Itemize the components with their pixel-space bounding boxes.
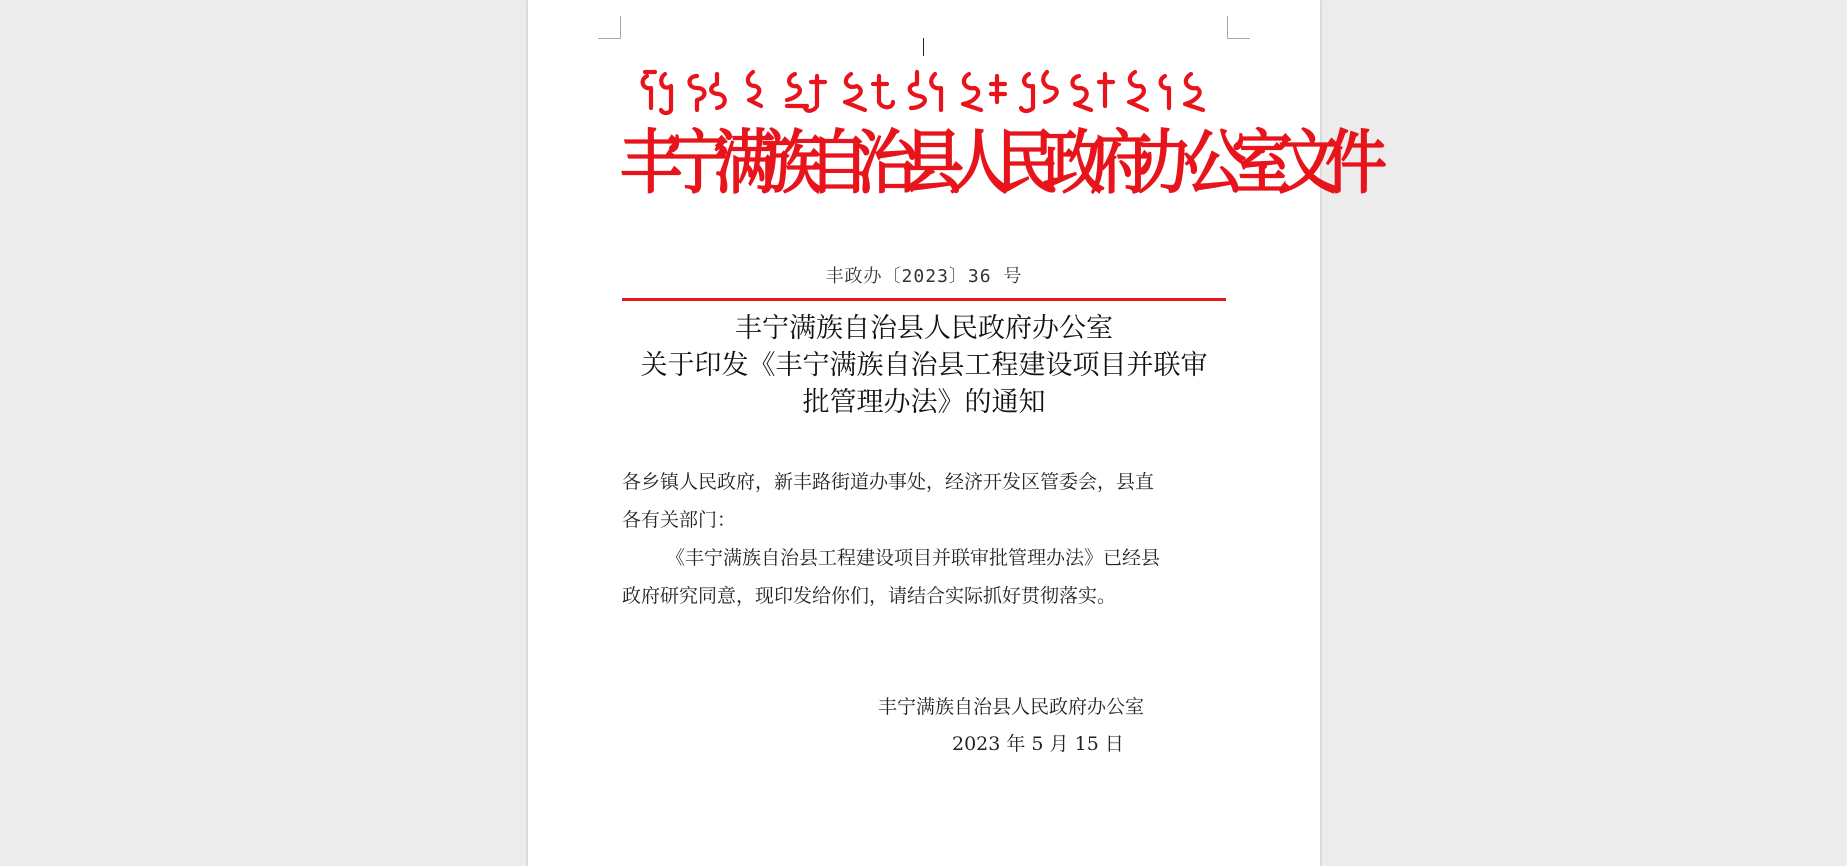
addressee-line: 各有关部门： [622,509,737,531]
notice-title [620,310,1228,421]
notice-title-line: 批管理办法》的通知 [802,387,1046,418]
signature-date: 2023 年 5 月 15 日 [952,733,1124,755]
text-cursor [923,38,924,56]
margin-corner-top-right [1227,16,1250,39]
notice-title-line: 关于印发《丰宁满族自治县工程建设项目并联审 [640,350,1208,381]
margin-corner-top-left [598,16,621,39]
red-divider-rule [622,298,1226,301]
document-number: 丰政办〔2023〕36 号 [825,266,1023,287]
document-page[interactable] [528,0,1373,866]
body-paragraph-line: 政府研究同意，现印发给你们，请结合实际抓好贯彻落实。 [622,585,1117,607]
addressee-line: 各乡镇人民政府，新丰路街道办事处，经济开发区管委会，县直 [622,471,1155,493]
manchu-script-logo [635,62,1215,118]
body-paragraph-line: 《丰宁满族自治县工程建设项目并联审批管理办法》已经县 [666,547,1161,569]
signature-organization: 丰宁满族自治县人民政府办公室 [878,696,1145,718]
notice-title-line: 丰宁满族自治县人民政府办公室 [735,313,1113,344]
notice-body [622,463,1232,615]
masthead-title: 丰宁满族自治县人民政府办公室文件 [620,121,1373,204]
